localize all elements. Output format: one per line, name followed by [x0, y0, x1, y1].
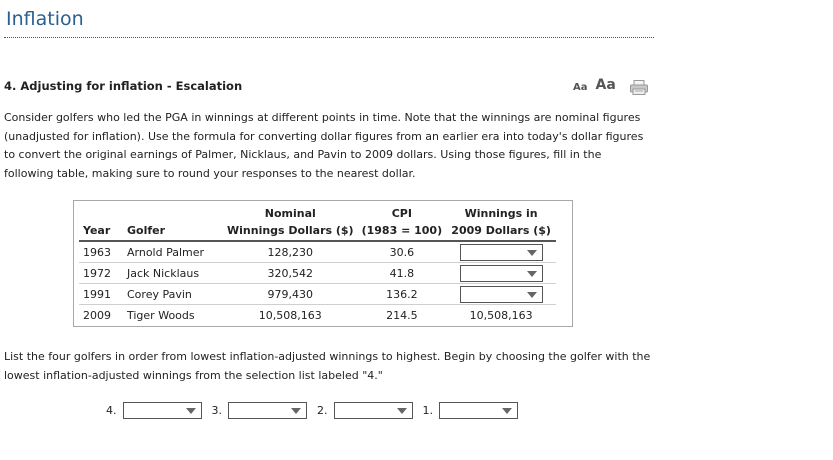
row-nominal: 979,430: [223, 284, 358, 305]
chevron-down-icon: [527, 271, 537, 277]
header-nominal-top: Nominal: [264, 207, 316, 220]
rank-label: 3.: [211, 404, 222, 417]
header-golfer: Golfer: [123, 222, 223, 241]
row-cpi: 30.6: [358, 241, 447, 263]
winnings-2009-select-pavin[interactable]: [460, 286, 543, 303]
font-size-small-button[interactable]: Aa: [573, 82, 588, 93]
font-controls: [573, 77, 648, 93]
row-golfer: Corey Pavin: [123, 284, 223, 305]
header-cpi-bottom: (1983 = 100): [358, 222, 447, 241]
row-winnings-2009: 10,508,163: [469, 308, 533, 322]
title-divider: [4, 37, 654, 38]
header-cpi-top: CPI: [391, 207, 412, 220]
rank-label: 1.: [422, 404, 433, 417]
chevron-down-icon: [397, 408, 407, 414]
chevron-down-icon: [291, 408, 301, 414]
row-cpi: 136.2: [358, 284, 447, 305]
rank-2-select[interactable]: [334, 402, 413, 419]
intro-text: Consider golfers who led the PGA in winnings at different points in time. Note that the winnings are nominal figures (unadjusted for inflation). Use the formula for converting dollar figures from an earlier era into today's dollar figures to convert the original earnings of Palmer, Nicklaus, and Pavin to 2009 dollars. Using those figures, fill in the following table, making sure to round your responses to the nearest dollar.: [4, 111, 644, 180]
table-row: [79, 241, 556, 263]
rank-label: 4.: [106, 404, 117, 417]
inflation-table: [79, 205, 556, 325]
rank-item: [212, 402, 308, 419]
ranking-question-text: List the four golfers in order from lowest inflation-adjusted winnings to highest. Begin by choosing the golfer with the lowest inflation-adjusted winnings from the selection list labeled "4.": [4, 350, 651, 382]
table-row: [79, 263, 556, 284]
ranking-selects: [106, 402, 528, 419]
header-year: Year: [79, 222, 123, 241]
winnings-2009-select-palmer[interactable]: [460, 244, 543, 261]
row-golfer: Arnold Palmer: [123, 241, 223, 263]
row-cpi: 214.5: [386, 308, 418, 322]
rank-item: [423, 402, 519, 419]
rank-item: [106, 402, 202, 419]
row-nominal: 128,230: [223, 241, 358, 263]
header-winnings-bottom: 2009 Dollars ($): [446, 222, 556, 241]
section-title: 4. Adjusting for inflation - Escalation: [4, 79, 243, 93]
row-golfer: Tiger Woods: [127, 308, 195, 322]
row-nominal: 320,542: [223, 263, 358, 284]
rank-3-select[interactable]: [228, 402, 307, 419]
page-title: Inflation: [6, 8, 84, 30]
chevron-down-icon: [186, 408, 196, 414]
print-icon[interactable]: [630, 80, 648, 94]
chevron-down-icon: [527, 292, 537, 298]
row-year: 1972: [79, 263, 123, 284]
chevron-down-icon: [527, 250, 537, 256]
rank-1-select[interactable]: [439, 402, 518, 419]
winnings-2009-select-nicklaus[interactable]: [460, 265, 543, 282]
row-year: 1963: [79, 241, 123, 263]
row-year: 2009: [83, 308, 111, 322]
row-nominal: 10,508,163: [258, 308, 322, 322]
table-row: [79, 305, 556, 326]
rank-label: 2.: [317, 404, 328, 417]
rank-item: [317, 402, 413, 419]
row-cpi: 41.8: [358, 263, 447, 284]
rank-4-select[interactable]: [123, 402, 202, 419]
font-size-large-button[interactable]: Aa: [595, 77, 616, 93]
header-nominal-bottom: Winnings Dollars ($): [223, 222, 358, 241]
inflation-table-container: [73, 200, 573, 327]
row-golfer: Jack Nicklaus: [123, 263, 223, 284]
chevron-down-icon: [502, 408, 512, 414]
header-winnings-top: Winnings in: [464, 207, 538, 220]
table-row: [79, 284, 556, 305]
row-year: 1991: [79, 284, 123, 305]
